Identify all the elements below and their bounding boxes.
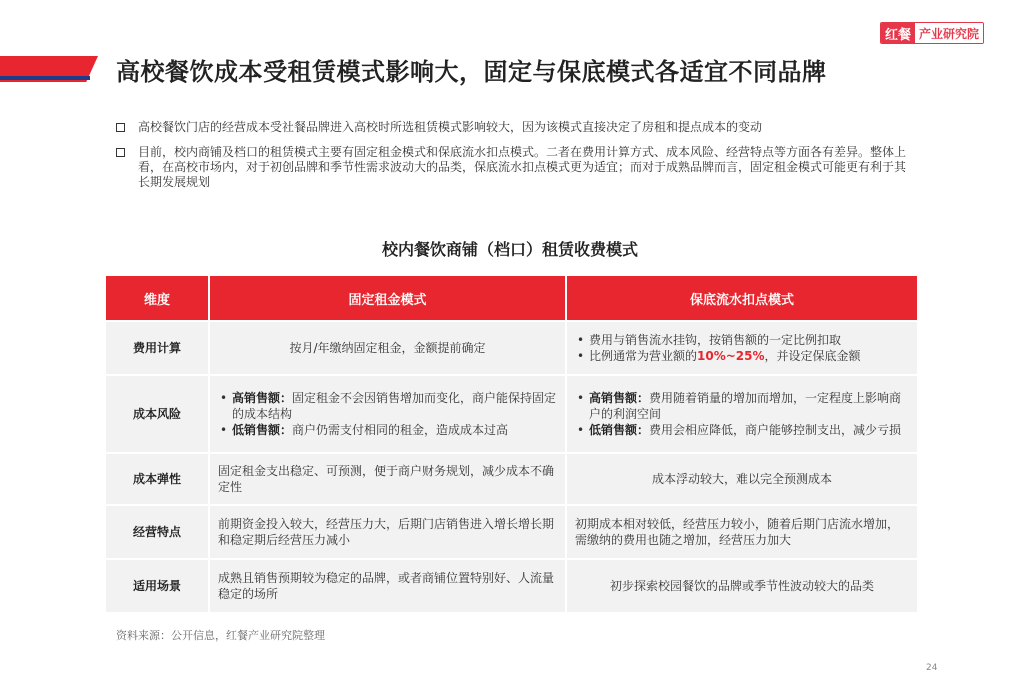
text: 比例通常为营业额的 [589,349,698,363]
list-item [575,348,909,364]
key-term: 低销售额： [589,423,650,437]
square-bullet-icon [116,148,125,157]
row-label: 经营特点 [106,506,208,558]
bullet-text: 高校餐饮门店的经营成本受社餐品牌进入高校时所选租赁模式影响较大，因为该模式直接决定了房租和提点成本的变动 [138,120,763,134]
brand-logo [880,22,984,44]
text: ，并设定保底金额 [764,349,861,363]
page-title: 高校餐饮成本受租赁模式影响大，固定与保底模式各适宜不同品牌 [116,58,827,86]
cell-fixed [210,376,565,452]
list-item [575,390,909,422]
cell-fixed: 按月/年缴纳固定租金，金额提前确定 [210,322,565,374]
table-row-fee [106,322,917,374]
bullet-list [116,120,916,200]
key-term: 低销售额： [232,423,293,437]
bullet-item [116,120,916,135]
source-note: 资料来源：公开信息，红餐产业研究院整理 [116,629,325,642]
highlight-percent: 10%~25% [697,349,765,363]
table-title: 校内餐饮商铺（档口）租赁收费模式 [381,240,638,259]
rental-mode-table [104,274,919,614]
row-label: 成本风险 [106,376,208,452]
row-label: 成本弹性 [106,454,208,504]
list-item: • 费用与销售流水挂钩，按销售额的一定比例扣取 [575,332,909,348]
title-accent-blue [0,76,90,80]
cell-guarantee: 初期成本相对较低，经营压力较小，随着后期门店流水增加，需缴纳的费用也随之增加，经营压力加大 [567,506,917,558]
cell-fixed: 成熟且销售预期较为稳定的品牌，或者商铺位置特别好、人流量稳定的场所 [210,560,565,612]
cell-guarantee [567,322,917,374]
cell-guarantee [567,376,917,452]
text: 费用随着销量的增加而增加，一定程度上影响商户的利润空间 [589,391,902,421]
bullet-text: 目前，校内商铺及档口的租赁模式主要有固定租金模式和保底流水扣点模式。二者在费用计算方式、成本风险、经营特点等方面各有差异。整体上看，在高校市场内，对于初创品牌和季节性需求波动大的品类，保底流水扣点模式更为适宜；而对于成熟品牌而言，固定租金模式可能更有利于其长期发展规划 [138,145,907,189]
row-label: 适用场景 [106,560,208,612]
square-bullet-icon [116,123,125,132]
title-accent-bar [0,56,98,82]
header-dimension: 维度 [106,276,208,320]
cell-fixed: 固定租金支出稳定、可预测，便于商户财务规划，减少成本不确定性 [210,454,565,504]
key-term: 高销售额： [589,391,650,405]
table-header-row [106,276,917,320]
header-guarantee-commission: 保底流水扣点模式 [567,276,917,320]
page-number: 24 [926,663,938,673]
header-fixed-rent: 固定租金模式 [210,276,565,320]
row-label: 费用计算 [106,322,208,374]
list-item [575,422,909,438]
key-term: 高销售额： [232,391,293,405]
table-row-risk [106,376,917,452]
cell-fixed: 前期资金投入较大，经营压力大，后期门店销售进入增长增长期和稳定期后经营压力减小 [210,506,565,558]
text: 商户仍需支付相同的租金，造成成本过高 [292,423,509,437]
text: 固定租金不会因销售增加而变化，商户能保持固定的成本结构 [232,391,557,421]
table-row-elasticity [106,454,917,504]
cell-guarantee: 成本浮动较大，难以完全预测成本 [567,454,917,504]
logo-text: 产业研究院 [915,23,983,43]
text: 费用会相应降低，商户能够控制支出，减少亏损 [649,423,902,437]
logo-mark: 红餐 [881,23,915,43]
bullet-item [116,145,916,190]
table-row-ops [106,506,917,558]
list-item [218,390,557,422]
table-row-scene [106,560,917,612]
cell-guarantee: 初步探索校园餐饮的品牌或季节性波动较大的品类 [567,560,917,612]
list-item [218,422,557,438]
